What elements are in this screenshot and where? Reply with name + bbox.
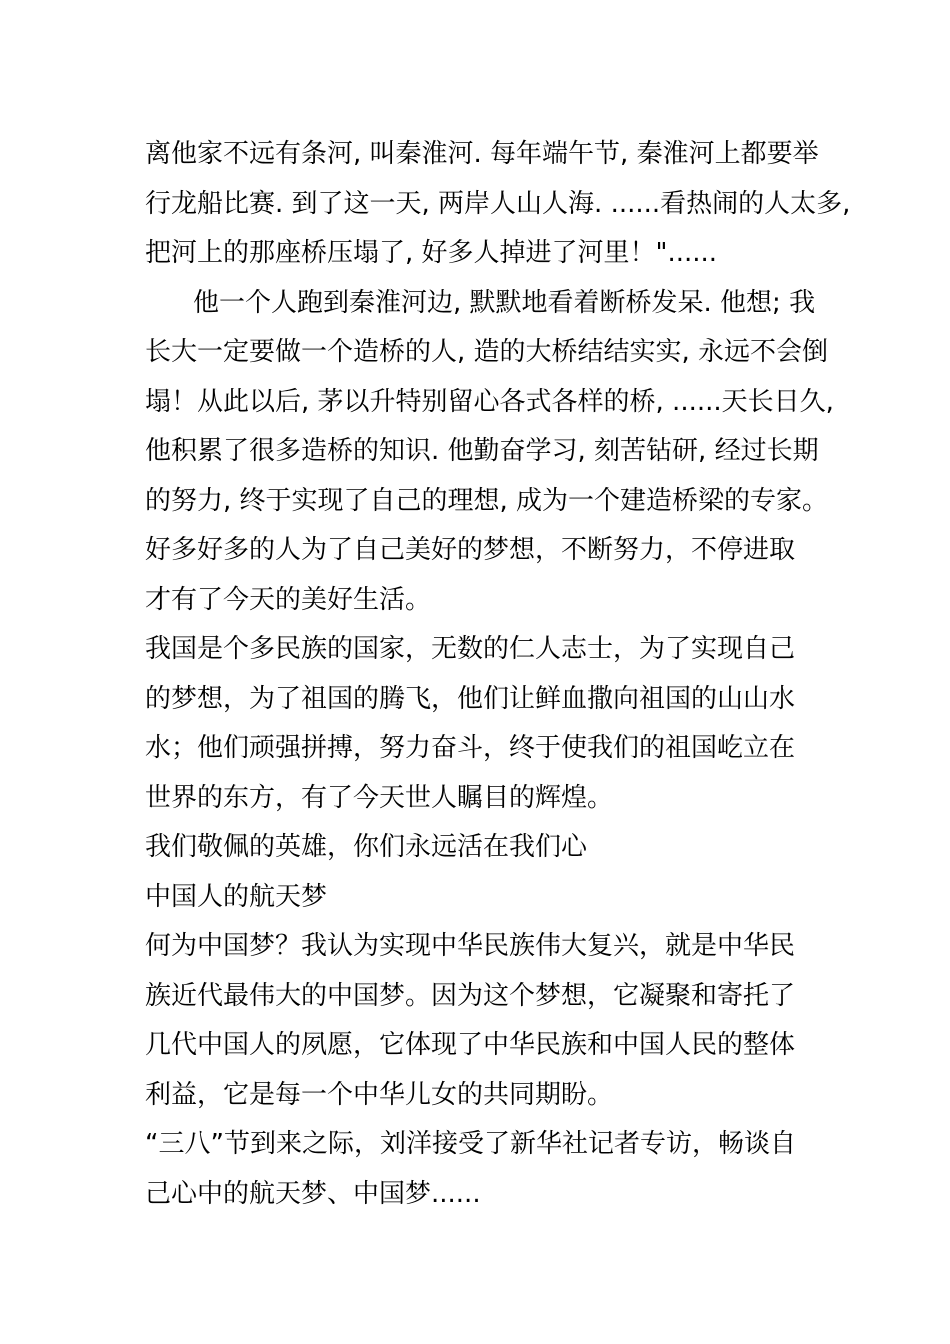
text-line: 水；他们顽强拼搏，努力奋斗，终于使我们的祖国屹立在 (145, 733, 796, 763)
text-line: 才有了今天的美好生活。 (145, 584, 432, 615)
text-line: 行龙船比赛. 到了这一天, 两岸人山人海. ......看热闹的人太多, (145, 188, 851, 219)
text-line: 的努力, 终于实现了自己的理想, 成为一个建造桥梁的专家。 (145, 485, 829, 516)
text-line: 的梦想，为了祖国的腾飞，他们让鲜血撒向祖国的山山水 (145, 683, 796, 714)
text-line: 长大一定要做一个造桥的人, 造的大桥结结实实, 永远不会倒 (145, 337, 829, 367)
section-heading: 中国人的航天梦 (145, 881, 328, 912)
text-line: 他积累了很多造桥的知识. 他勤奋学习, 刻苦钻研, 经过长期 (145, 436, 819, 466)
text-line: 我国是个多民族的国家，无数的仁人志士，为了实现自己 (145, 634, 796, 664)
text-line: 塌！从此以后, 茅以升特别留心各式各样的桥, ......天长日久, (145, 386, 834, 417)
text-line: 他一个人跑到秦淮河边, 默默地看着断桥发呆. 他想; 我 (193, 287, 816, 318)
text-line: 我们敬佩的英雄，你们永远活在我们心 (145, 832, 588, 862)
text-line: 己心中的航天梦、中国梦...... (145, 1178, 481, 1209)
text-line: 把河上的那座桥压塌了, 好多人掉进了河里！"...... (145, 238, 718, 268)
text-line: 几代中国人的夙愿，它体现了中华民族和中国人民的整体 (145, 1030, 796, 1060)
text-line: 何为中国梦？我认为实现中华民族伟大复兴，就是中华民 (145, 931, 796, 961)
text-line: 族近代最伟大的中国梦。因为这个梦想，它凝聚和寄托了 (145, 980, 796, 1011)
text-line: 好多好多的人为了自己美好的梦想，不断努力，不停进取 (145, 535, 796, 565)
text-line: 利益，它是每一个中华儿女的共同期盼。 (145, 1079, 614, 1110)
text-line: 世界的东方，有了今天世人瞩目的辉煌。 (145, 782, 614, 813)
text-line: “三八”节到来之际，刘洋接受了新华社记者专访，畅谈自 (145, 1129, 796, 1159)
text-line: 离他家不远有条河, 叫秦淮河. 每年端午节, 秦淮河上都要举 (145, 139, 819, 169)
document-body (145, 130, 851, 1219)
